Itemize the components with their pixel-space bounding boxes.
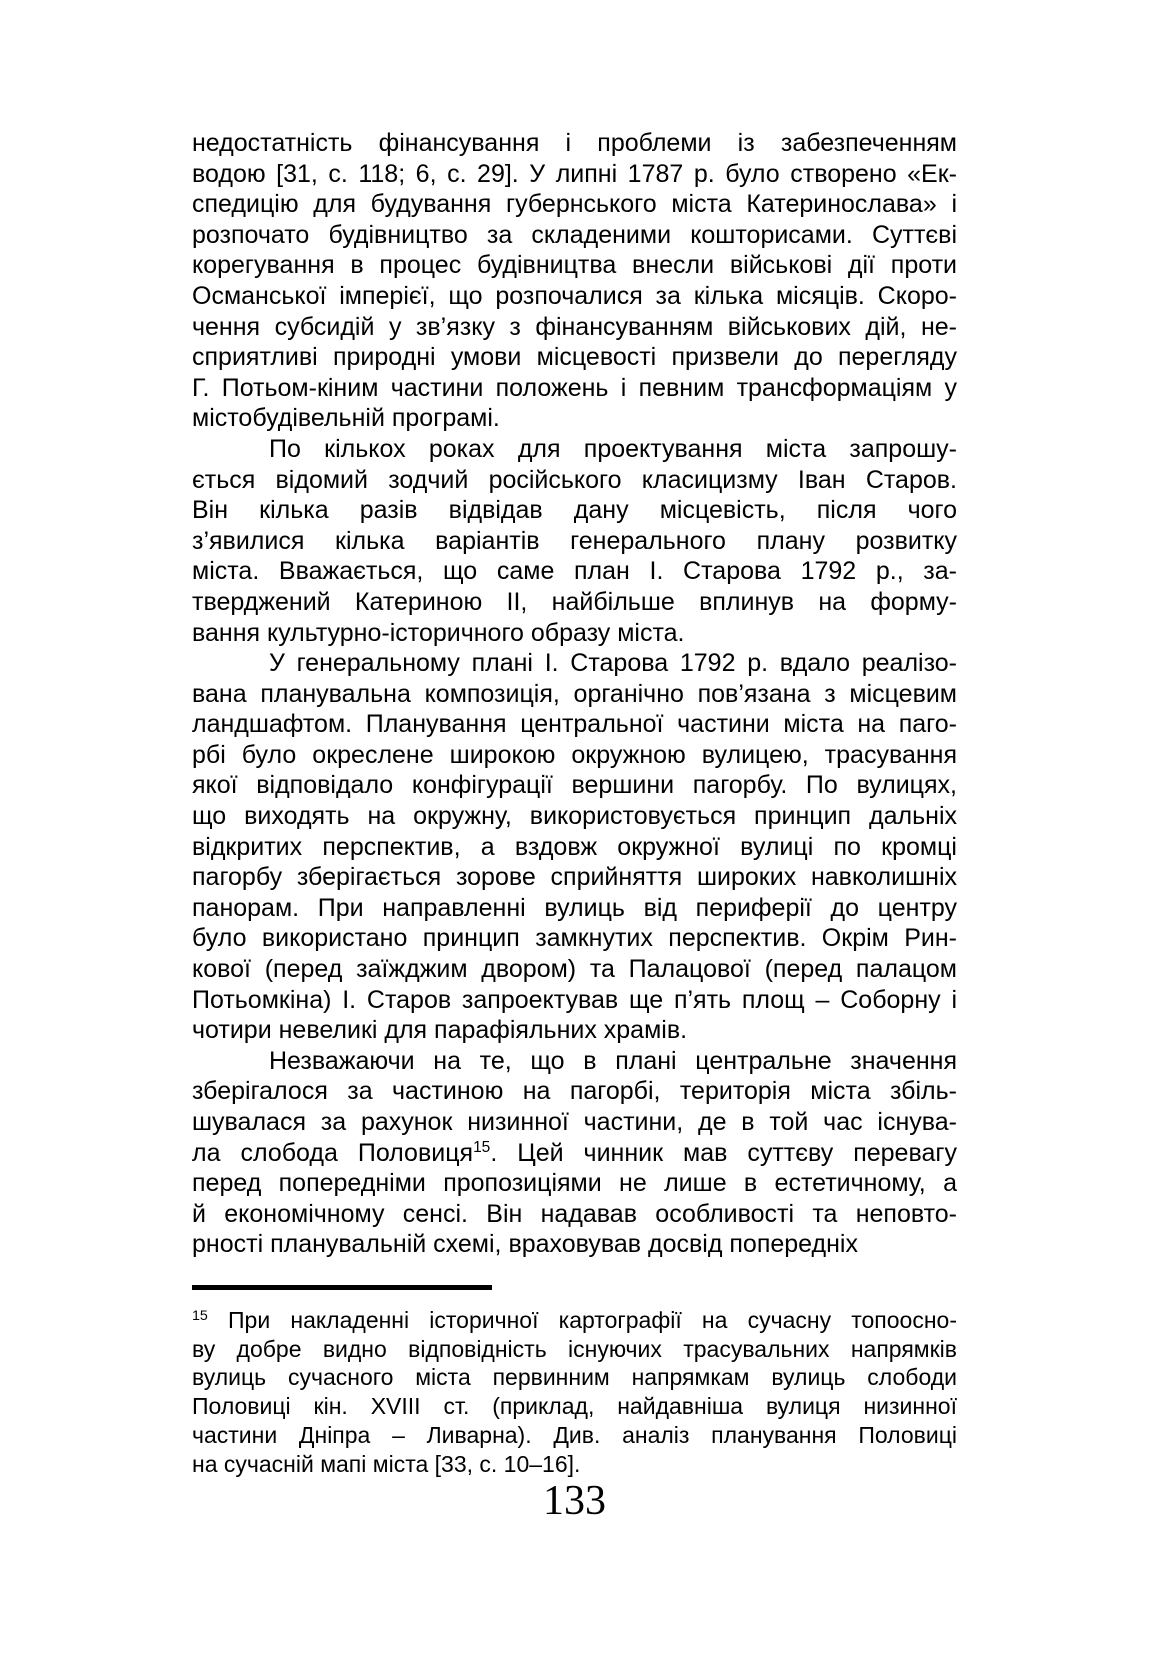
footnote-separator (192, 1285, 492, 1290)
text-line: ється відомий зодчий російського класицизму Іван Старов. (192, 465, 957, 494)
text-line: По кількох роках для проектування міста запрошу- (269, 434, 957, 463)
text-line: Потьомкіна) І. Старов запроектував ще п’ять площ – Соборну і (192, 985, 957, 1014)
text-line: Г. Потьом-кіним частини положень і певним трансформаціям у (192, 373, 957, 402)
page-body-text (192, 128, 957, 1260)
text-line: шувалася за рахунок низинної частини, де в той час існува- (192, 1108, 957, 1136)
text-line: панорам. При направленні вулиць від периферії до центру (192, 893, 957, 922)
footnote-line: Половиці кін. XVIII ст. (приклад, найдавніша вулиця низинної (192, 1393, 957, 1420)
text-line: ландшафтом. Планування центральної частини міста на паго- (192, 710, 957, 739)
footnote-line: вулиць сучасного міста первинним напрямкам вулиць слободи (192, 1364, 957, 1391)
text-line: спедицію для будування губернського міста Катеринослава» і (192, 190, 957, 219)
footnote-line: частини Дніпра – Ливарна). Див. аналіз планування Половиці (192, 1421, 957, 1448)
text-line: й економічному сенсі. Він надавав особливості та неповто- (192, 1199, 957, 1228)
footnote (192, 1306, 957, 1478)
text-line: ла слобода Половиця$^{15}$. Цей чинник мав суттєву перевагу (192, 1138, 957, 1167)
footnote-ref: 15 (473, 1139, 491, 1157)
text-line: корегування в процес будівництва внесли військові дії проти (192, 251, 957, 280)
text-line: чотири невеликі для парафіяльних храмів. (192, 1016, 688, 1045)
text-line: сприятливі природні умови місцевості призвели до перегляду (192, 343, 957, 372)
text-line: міста. Вважається, що саме план І. Старова 1792 р., за- (192, 557, 957, 586)
text-line: було використано принцип замкнутих перспектив. Окрім Рин- (192, 924, 957, 953)
text-line: рності планувальній схемі, враховував досвід попередніх (192, 1230, 858, 1259)
text-line: Він кілька разів відвідав дану місцевість, після чого (192, 496, 957, 525)
footnote-line: на сучасній мапі міста [33, с. 10–16]. (192, 1450, 581, 1477)
text-line: чення субсидій у зв’язку з фінансуванням військових дій, не- (192, 312, 957, 341)
text-line: кової (перед заїжджим двором) та Палацової (перед палацом (192, 955, 957, 984)
text-line: Османської імперієї, що розпочалися за кілька місяців. Скоро- (192, 281, 957, 310)
paragraph (192, 434, 957, 648)
page-number: 133 (543, 1478, 606, 1524)
text-line: що виходять на окружну, використовується принцип дальніх (192, 802, 957, 831)
text-line: Незважаючи на те, що в плані центральне значення (269, 1046, 957, 1075)
text-line: тверджений Катериною II, найбільше вплинув на форму- (192, 587, 957, 616)
footnote-line: ву добре видно відповідність існуючих трасувальних напрямків (192, 1335, 957, 1362)
text-line: відкритих перспектив, а вздовж окружної вулиці по кромці (192, 832, 957, 861)
footnote-ref: 15 (192, 1308, 208, 1325)
text-line: У генеральному плані І. Старова 1792 р. вдало реалізо- (269, 649, 957, 678)
text-line: містобудівельній програмі. (192, 404, 500, 433)
footnote-line: $^{15}$ При накладенні історичної картографії на сучасну топоосно- (192, 1307, 957, 1333)
text-line: перед попередніми пропозиціями не лише в естетичному, а (192, 1169, 957, 1198)
text-line: вання культурно-історичного образу міста. (192, 618, 685, 647)
paragraph (192, 1046, 957, 1260)
text-line: недостатність фінансування і проблеми із забезпеченням (192, 129, 957, 157)
text-line: пагорбу зберігається зорове сприйняття широких навколишніх (192, 863, 957, 892)
text-line: розпочато будівництво за складеними кошторисами. Суттєві (192, 220, 957, 249)
paragraph (192, 648, 957, 1046)
text-line: зберігалося за частиною на пагорбі, територія міста збіль- (192, 1077, 957, 1106)
text-line: водою [31, с. 118; 6, с. 29]. У липні 1787 р. було створено «Ек- (192, 159, 957, 188)
text-line: якої відповідало конфігурації вершини пагорбу. По вулицях, (192, 771, 957, 800)
text-line: з’явилися кілька варіантів генерального плану розвитку (192, 526, 957, 555)
paragraph (192, 128, 957, 434)
text-line: рбі було окреслене широкою окружною вулицею, трасування (192, 740, 957, 769)
text-line: вана планувальна композиція, органічно пов’язана з місцевим (192, 679, 957, 708)
